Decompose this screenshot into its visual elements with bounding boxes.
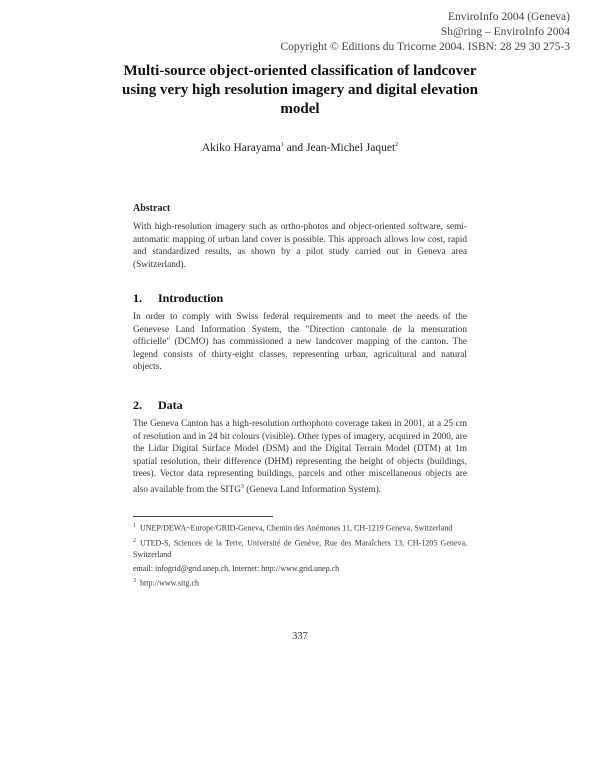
section-1-heading — [133, 291, 467, 306]
footnotes — [133, 521, 467, 591]
section-2-text-end: (Geneva Land Information System). — [243, 484, 382, 495]
footnote-1-mark: 1 — [133, 523, 136, 529]
header-line-2: Sh@ring – EnviroInfo 2004 — [440, 26, 570, 38]
author-2: Jean-Michel Jaquet — [306, 142, 396, 154]
section-2-text — [133, 418, 467, 496]
footnote-2-mark: 2 — [133, 538, 136, 545]
abstract-heading: Abstract — [133, 203, 171, 214]
abstract-text: With high-resolution imagery such as ortho-photos and object-oriented software, semi-automatic mapping of urban land cover is possible. This approach allows low cost, rapid and standardized results, as shown by a pilot study carried out in Geneva area (Switzerland). — [133, 222, 467, 270]
paper-title: Multi-source object-oriented classification of landcover using very high resolution imagery and digital elevation model — [122, 63, 478, 117]
header-line-3: Copyright © Editions du Tricorne 2004. ISBN: 28 29 30 275-3 — [280, 41, 570, 53]
author-2-affiliation-mark: 2 — [395, 142, 399, 149]
section-2-title: Data — [158, 398, 183, 412]
footnote-1-text: UNEP/DEWA~Europe/GRID-Geneva, Chemin des Anémones 11, CH-1219 Geneva, Switzerland — [140, 523, 453, 533]
header-line-1: EnviroInfo 2004 (Geneva) — [448, 11, 570, 23]
section-2-text-main: The Geneva Canton has a high-resolution orthophoto coverage taken in 2001, at a 25 cm of resolution and in 24 bit colours (visible). Other types of imagery, acquired in 2000, are the Lidar Digital Surface Model (DSM) and the Digital Terrain Model (DTM) at 1m spatial resolution, their difference (DHM) representing the height of objects (buildings, trees). Vector data representing buildings, parcels and other miscellaneous objects are also available from the SITG — [133, 419, 467, 495]
footnote-3 — [133, 576, 467, 589]
conference-header — [280, 10, 570, 55]
footnote-2-contact: email: infogrid@grid.unep.ch, Internet: http://www.grid.unep.ch — [133, 563, 340, 573]
section-1-number: 1. — [133, 291, 142, 305]
author-1-affiliation-mark: 1 — [280, 142, 284, 149]
section-1-text: In order to comply with Swiss federal requirements and to meet the needs of the Genevese Land Information System, the "Direction cantonale de la mensuration officielle" (DCMO) has commissioned a new landcover mapping of the canton. The legend consists of thirty-eight classes, representing urban, agricultural and natural objects. — [133, 312, 467, 372]
author-line — [0, 142, 600, 154]
footnote-divider — [133, 516, 273, 517]
footnote-3-mark: 3 — [133, 578, 136, 585]
footnote-3-text: http://www.sitg.ch — [140, 578, 200, 588]
author-conjunction: and — [283, 142, 307, 154]
section-1-title: Introduction — [158, 291, 224, 305]
author-1: Akiko Harayama — [201, 142, 281, 154]
footnote-2 — [133, 536, 467, 561]
footnote-1 — [133, 521, 467, 534]
page-number: 337 — [292, 631, 308, 642]
footnote-2-text: UTED-S, Sciences de la Terre, Université de Genève, Rue des Maraîchers 13, CH-1205 Geneva, Switzerland — [133, 538, 467, 560]
section-2-heading — [133, 398, 467, 413]
footnote-ref-3: 3 — [240, 483, 244, 490]
section-2-number: 2. — [133, 398, 142, 412]
